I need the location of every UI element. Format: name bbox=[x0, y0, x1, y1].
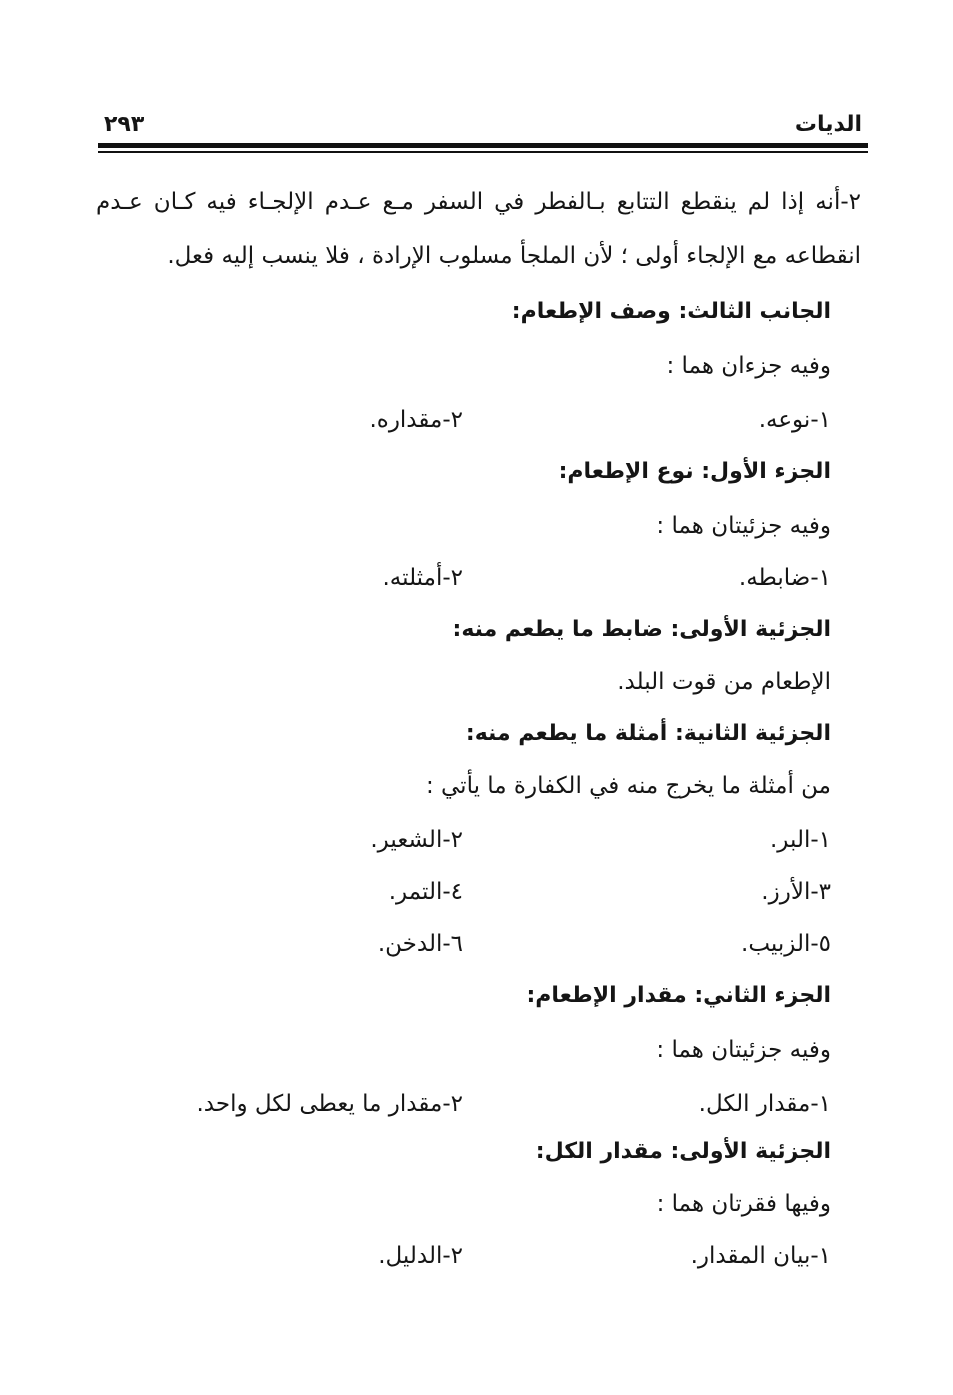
section-3-item-1: ١-نوعه. bbox=[758, 407, 831, 433]
header-rule-thick bbox=[98, 143, 868, 148]
section-3-intro: وفيه جزءان هما : bbox=[666, 353, 831, 379]
sub-2-item-6: ٦-الدخن. bbox=[377, 931, 463, 957]
sub-2-item-5: ٥-الزبيب. bbox=[741, 931, 831, 957]
sub-2-item-2: ٢-الشعير. bbox=[370, 827, 463, 853]
part-2-heading: الجزء الثاني: مقدار الإطعام: bbox=[526, 983, 831, 1008]
part-1-intro: وفيه جزئيتان هما : bbox=[656, 513, 831, 539]
sub-2-item-1: ١-البر. bbox=[770, 827, 831, 853]
page-number: ٢٩٣ bbox=[104, 112, 145, 137]
sub-3-heading: الجزئية الأولى: مقدار الكل: bbox=[535, 1139, 831, 1164]
sub-3-intro: وفيها فقرتان هما : bbox=[656, 1191, 831, 1217]
part-1-item-2: ٢-أمثلته. bbox=[382, 565, 463, 591]
part-2-item-1: ١-مقدار الكل. bbox=[698, 1091, 831, 1117]
section-3-item-2: ٢-مقداره. bbox=[369, 407, 463, 433]
chapter-title: الديات bbox=[794, 112, 862, 137]
sub-1-text: الإطعام من قوت البلد. bbox=[617, 669, 831, 695]
sub-2-intro: من أمثلة ما يخرج منه في الكفارة ما يأتي : bbox=[425, 773, 831, 799]
sub-1-heading: الجزئية الأولى: ضابط ما يطعم منه: bbox=[452, 617, 831, 642]
part-1-heading: الجزء الأول: نوع الإطعام: bbox=[558, 459, 831, 484]
sub-3-item-1: ١-بيان المقدار. bbox=[690, 1243, 831, 1269]
sub-2-item-4: ٤-التمر. bbox=[388, 879, 463, 905]
header-rule-thin bbox=[98, 151, 868, 153]
page-header bbox=[100, 112, 864, 142]
part-1-item-1: ١-ضابطه. bbox=[738, 565, 831, 591]
sub-2-item-3: ٣-الأرز. bbox=[761, 879, 831, 905]
sub-3-item-2: ٢-الدليل. bbox=[378, 1243, 463, 1269]
section-3-heading: الجانب الثالث: وصف الإطعام: bbox=[511, 299, 831, 324]
part-2-intro: وفيه جزئيتان هما : bbox=[656, 1037, 831, 1063]
intro-line-2: انقطاعه مع الإلجاء أولى ؛ لأن الملجأ مسلوب الإرادة ، فلا ينسب إليه فعل. bbox=[167, 243, 861, 269]
part-2-item-2: ٢-مقدار ما يعطى لكل واحد. bbox=[196, 1091, 463, 1117]
sub-2-heading: الجزئية الثانية: أمثلة ما يطعم منه: bbox=[465, 721, 831, 746]
intro-line-1: ٢-أنه إذا لم ينقطع التتابع بـالفطر في السفر مـع عـدم الإلجـاء فيه كـان عـدم bbox=[96, 189, 861, 215]
